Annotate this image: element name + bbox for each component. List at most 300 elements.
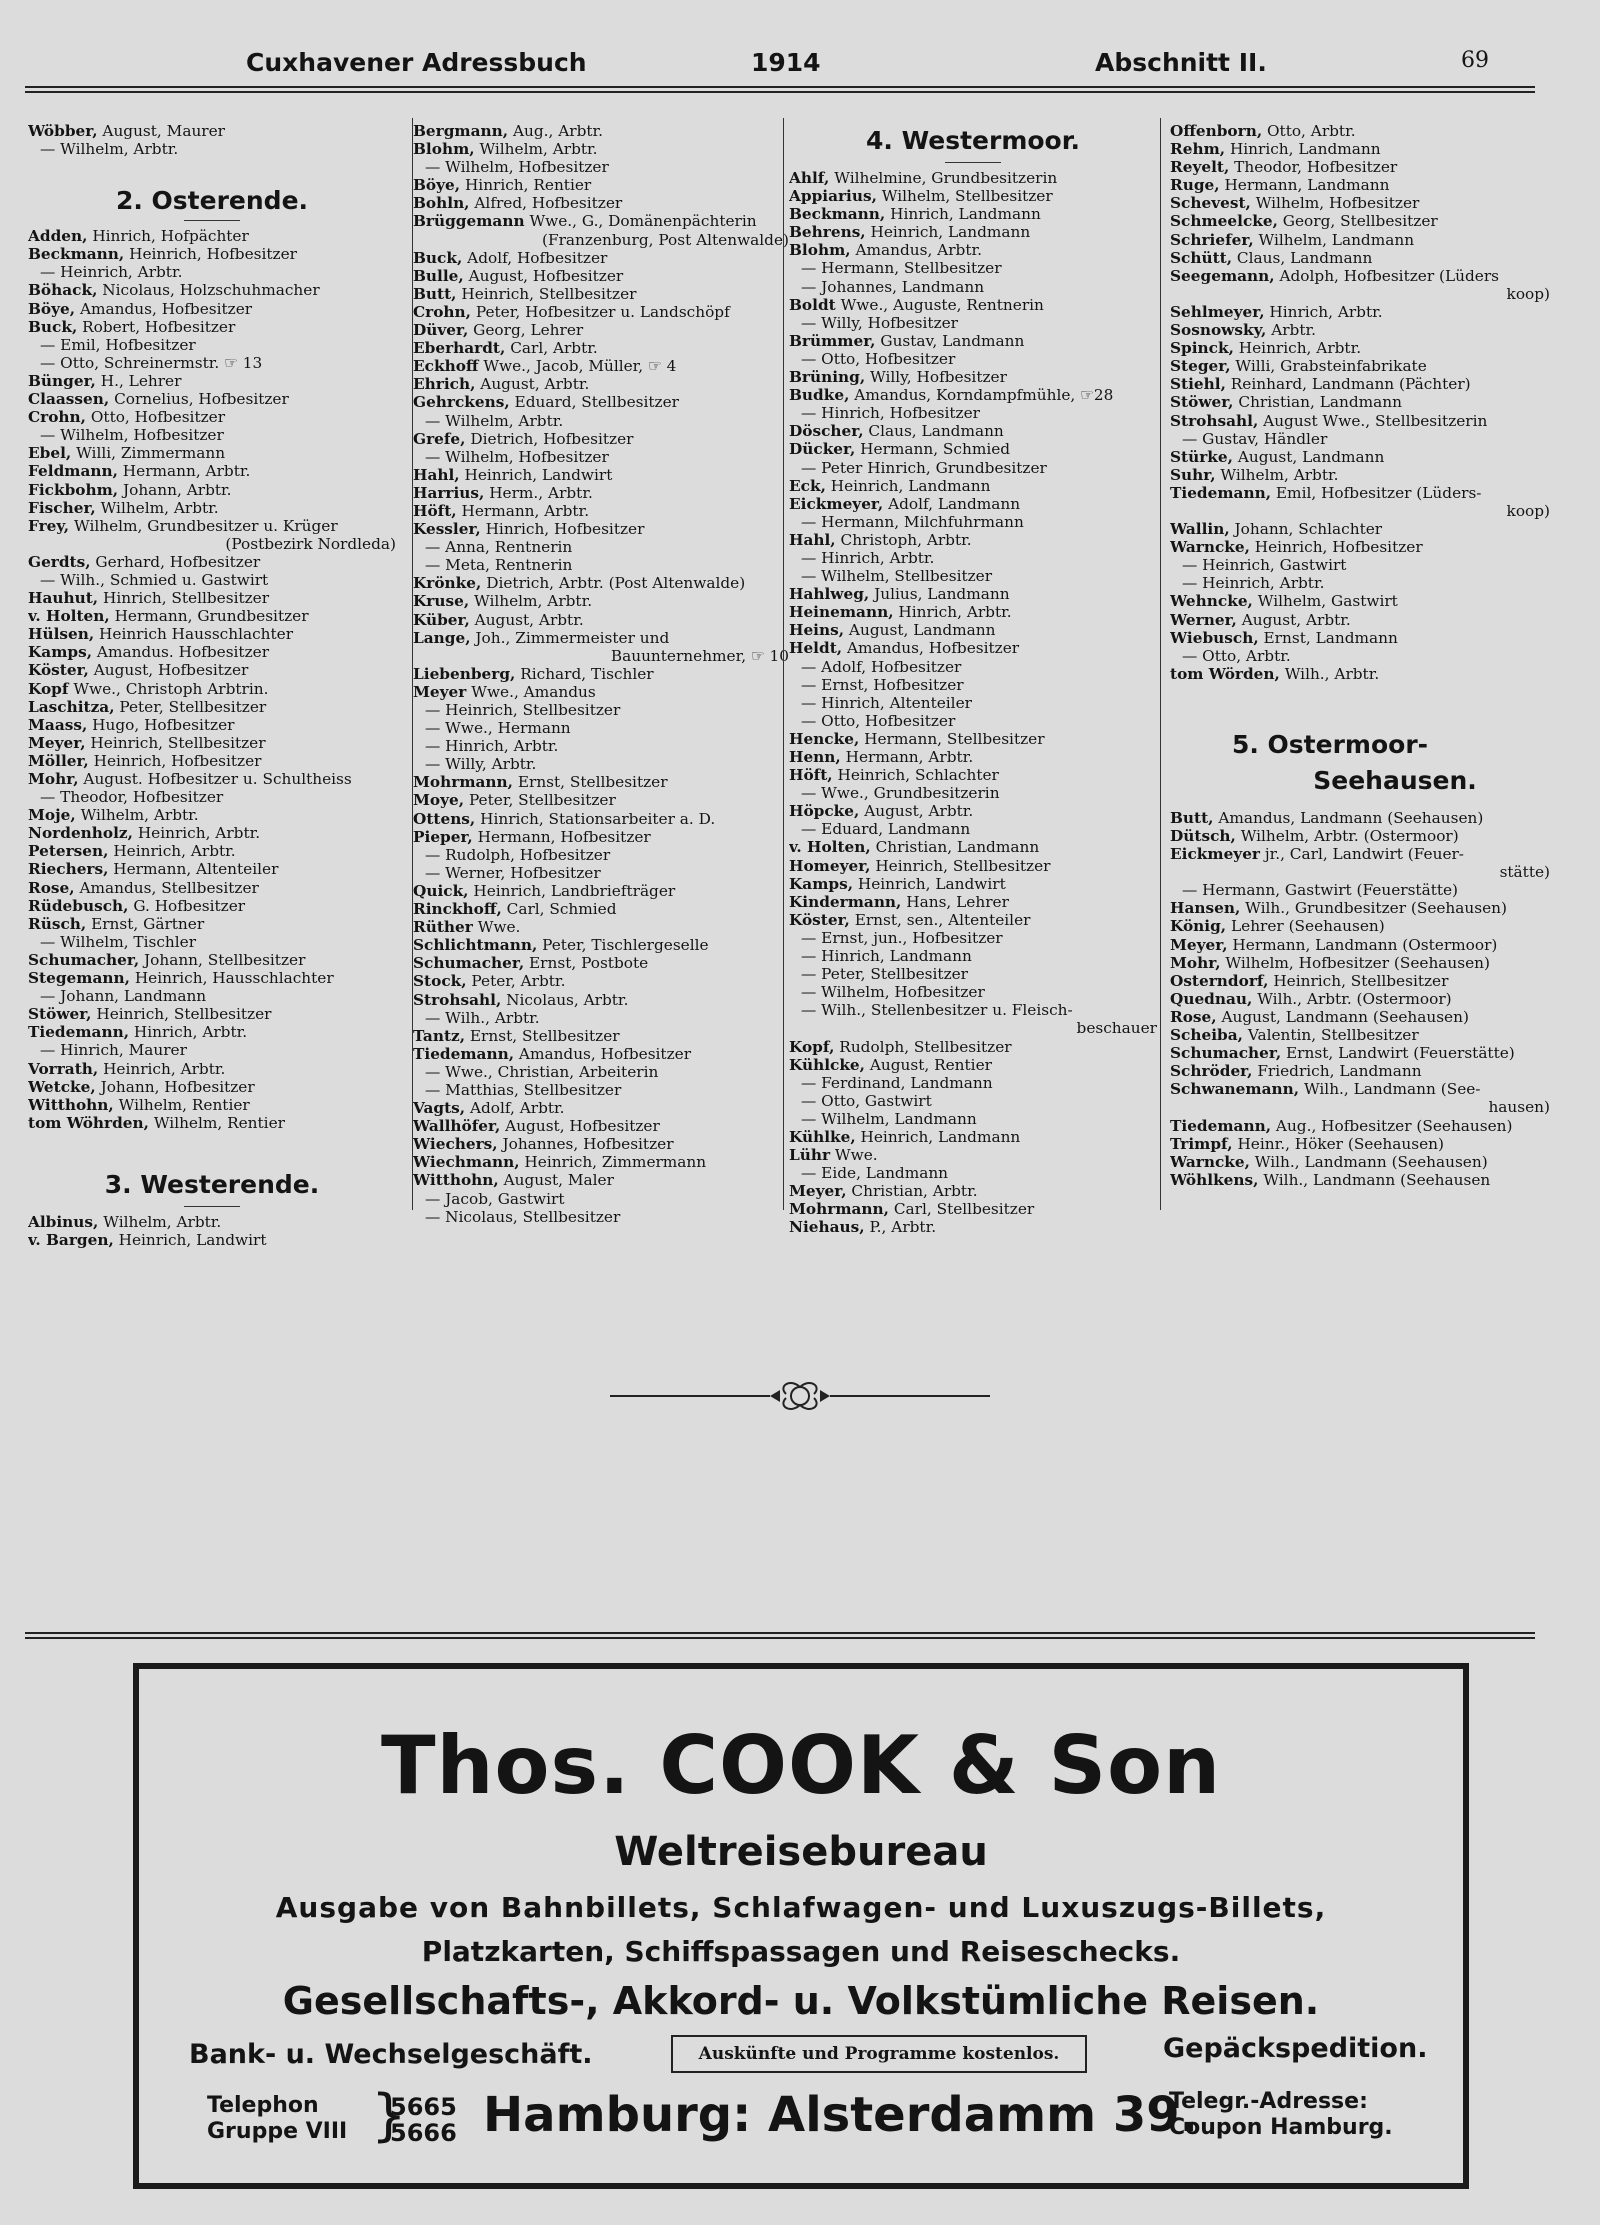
entry-details: August, Arbtr. [859, 802, 974, 821]
entry-details: Wilh., Landmann (See- [1299, 1080, 1481, 1099]
entry-surname: Budke, [789, 386, 850, 405]
entry-details: — Hinrich, Arbtr. [425, 737, 559, 756]
directory-entry [413, 773, 789, 791]
entry-surname: Küber, [413, 610, 470, 629]
entry-surname: Schmeelcke, [1170, 212, 1278, 231]
directory-entry [1170, 592, 1550, 610]
entry-details: — Heinrich, Arbtr. [40, 263, 183, 282]
entry-details: Hinrich, Hofpächter [87, 227, 249, 246]
entry-details: Christoph, Arbtr. [835, 530, 972, 549]
section-heading: 3. Westerende. [104, 1169, 320, 1199]
entry-surname: v. Holten, [789, 838, 871, 857]
column-divider [783, 118, 784, 1210]
entry-details: Otto, Arbtr. [1262, 122, 1356, 140]
directory-entry [413, 502, 789, 520]
entry-surname: Lange, [413, 628, 471, 647]
entry-details: Peter, Hofbesitzer u. Landschöpf [471, 302, 730, 321]
directory-entry [413, 629, 789, 647]
entry-surname: Wiechmann, [413, 1153, 520, 1172]
entry-surname: Eickmeyer, [789, 494, 884, 513]
entry-surname: Rüsch, [28, 914, 87, 933]
entry-details: — Eide, Landmann [801, 1164, 949, 1183]
entry-surname: Rose, [1170, 1007, 1217, 1026]
entry-surname: Schlichtmann, [413, 936, 538, 955]
entry-surname: Albinus, [28, 1212, 99, 1231]
directory-entry [413, 864, 789, 882]
entry-details: Nicolaus, Arbtr. [501, 990, 629, 1009]
entry-surname: Brüning, [789, 368, 866, 387]
entry-details: Hermann, Landmann (Ostermoor) [1227, 935, 1498, 954]
section-heading: 4. Westermoor. [865, 126, 1080, 155]
entry-details: August, Landmann [1232, 447, 1385, 466]
entry-details: — Hinrich, Maurer [40, 1041, 187, 1060]
directory-entry [28, 625, 396, 643]
heading-rule [945, 162, 1001, 163]
entry-details: — Johann, Landmann [40, 987, 207, 1006]
entry-details: Ernst, Landwirt (Feuerstätte) [1281, 1044, 1515, 1063]
entry-surname: v. Holten, [28, 607, 110, 626]
entry-surname: Steger, [1170, 357, 1231, 376]
advertisement-box [133, 1663, 1469, 2189]
directory-entry [413, 538, 789, 556]
entry-details: Wilhelm, Rentier [148, 1113, 285, 1132]
directory-entry [789, 1110, 1157, 1128]
directory-entry [413, 176, 789, 194]
entry-details: Wilhelm, Hofbesitzer (Seehausen) [1220, 953, 1490, 972]
directory-entry [413, 1081, 789, 1099]
entry-details: Heinrich, Hofbesitzer [124, 245, 297, 264]
entry-surname: Fischer, [28, 498, 96, 517]
directory-entry [789, 658, 1157, 676]
directory-entry [413, 412, 789, 430]
column-4 [1170, 122, 1550, 1189]
entry-surname: Claassen, [28, 390, 110, 409]
entry-details: August, Landmann (Seehausen) [1216, 1007, 1469, 1026]
entry-details: — Ferdinand, Landmann [801, 1073, 993, 1092]
entry-surname: Wallhöfer, [413, 1117, 501, 1136]
directory-entry [1170, 556, 1550, 574]
entry-details: — Hinrich, Landmann [801, 947, 972, 966]
directory-entry [1170, 1117, 1550, 1135]
header-rule-top [25, 86, 1535, 88]
entry-surname: Blohm, [789, 241, 851, 260]
entry-details: Hermann, Landmann [1219, 176, 1390, 195]
entry-details: Willy, Hofbesitzer [865, 368, 1007, 387]
entry-surname: Kopf, [789, 1037, 835, 1056]
entry-surname: Möller, [28, 751, 89, 770]
entry-surname: Sehlmeyer, [1170, 302, 1265, 321]
entry-details: Hermann, Arbtr. [840, 748, 974, 766]
entry-details: Wilhelm, Grundbesitzer u. Krüger [69, 516, 338, 535]
ad-baggage: Gepäckspedition. [1163, 2033, 1428, 2064]
entry-details: jr., Carl, Landwirt (Feuer- [1259, 845, 1464, 864]
entry-surname: Schriefer, [1170, 230, 1254, 249]
entry-surname: Schwanemann, [1170, 1080, 1300, 1099]
entry-details: Amandus, Hofbesitzer [514, 1044, 692, 1063]
directory-entry [1170, 393, 1550, 411]
directory-entry [1170, 249, 1550, 267]
entry-details: Hermann, Arbtr. [456, 501, 590, 520]
directory-entry [789, 1038, 1157, 1056]
entry-details: August, Maurer [97, 122, 225, 140]
ad-tel-num-2: 5666 [390, 2119, 457, 2147]
directory-entry [28, 571, 396, 589]
directory-entry [1170, 1008, 1550, 1026]
entry-continuation: koop) [1506, 501, 1550, 520]
entry-details: — Wilh., Stellenbesitzer u. Fleisch- [801, 1001, 1073, 1020]
directory-entry [789, 549, 1157, 567]
entry-surname: Butt, [1170, 808, 1214, 827]
directory-entry [1170, 176, 1550, 194]
entry-surname: Rinckhoff, [413, 900, 502, 919]
directory-entry [413, 194, 789, 212]
entry-surname: Laschitza, [28, 697, 115, 716]
directory-entry [789, 296, 1157, 314]
entry-surname: Witthohn, [28, 1095, 114, 1114]
directory-entry [413, 556, 789, 574]
entry-details: Hinrich, Rentier [460, 176, 592, 195]
entry-surname: Spinck, [1170, 339, 1234, 358]
entry-details: Ernst, Landmann [1258, 628, 1398, 647]
directory-entry [28, 643, 396, 661]
header-section: Abschnitt II. [1095, 48, 1267, 77]
entry-surname: Rose, [28, 878, 75, 897]
directory-entry [789, 368, 1157, 386]
directory-entry [789, 567, 1157, 585]
entry-surname: Strohsahl, [413, 990, 502, 1009]
entry-details: Willi, Grabsteinfabrikate [1230, 357, 1427, 376]
directory-entry [28, 734, 396, 752]
entry-details: Wwe., Auguste, Rentnerin [835, 295, 1044, 314]
entry-surname: Vagts, [413, 1099, 466, 1118]
entry-details: Valentin, Stellbesitzer [1242, 1026, 1419, 1045]
entry-details: Johann, Arbtr. [118, 480, 232, 499]
directory-entry [789, 1146, 1157, 1164]
directory-entry [28, 607, 396, 625]
directory-entry [1170, 899, 1550, 917]
entry-surname: tom Wörden, [1170, 664, 1280, 683]
entry-details: Theodor, Hofbesitzer [1229, 158, 1398, 177]
directory-entry [413, 846, 789, 864]
directory-entry [1170, 412, 1550, 430]
entry-surname: Crohn, [28, 408, 87, 427]
ad-tel-label-1: Telephon [207, 2093, 319, 2118]
entry-details: Ernst, Stellbesitzer [512, 773, 668, 792]
directory-entry [28, 1005, 396, 1023]
entry-details: Wilhelm, Arbtr. [469, 592, 593, 611]
directory-entry [1170, 520, 1550, 538]
entry-details: Peter, Stellbesitzer [464, 791, 616, 810]
entry-details: — Hinrich, Arbtr. [801, 548, 935, 567]
ad-brace: } [371, 2083, 407, 2148]
entry-details: Heinrich, Stellbesitzer [456, 284, 637, 303]
directory-entry [413, 249, 789, 267]
entry-details: — Meta, Rentnerin [425, 556, 573, 575]
entry-surname: Tiedemann, [1170, 483, 1272, 502]
directory-entry [789, 1164, 1157, 1182]
directory-entry [413, 1117, 789, 1135]
entry-details: August, Hofbesitzer [88, 661, 249, 680]
entry-surname: Boldt [789, 295, 836, 314]
directory-entry [413, 1099, 789, 1117]
entry-details: — Johannes, Landmann [801, 277, 985, 296]
entry-surname: tom Wöhrden, [28, 1113, 149, 1132]
entry-details: Hinrich, Stellbesitzer [98, 589, 270, 608]
directory-entry [789, 639, 1157, 657]
entry-details: Hinrich, Arbtr. [893, 603, 1012, 622]
entry-details: Heinr., Höker (Seehausen) [1232, 1134, 1444, 1153]
directory-entry [413, 810, 789, 828]
entry-details: Wilhelm, Arbtr. [98, 1212, 222, 1231]
directory-entry [789, 1200, 1157, 1218]
entry-surname: Tiedemann, [28, 1023, 130, 1042]
directory-entry [28, 553, 396, 571]
directory-entry [28, 300, 396, 318]
entry-surname: Hansen, [1170, 899, 1241, 918]
directory-entry [28, 788, 396, 806]
entry-details: — Wilh., Schmied u. Gastwirt [40, 570, 269, 589]
directory-entry [789, 603, 1157, 621]
directory-entry [789, 1182, 1157, 1200]
entry-details: August, Hofbesitzer [500, 1117, 660, 1136]
directory-entry [1170, 954, 1550, 972]
entry-surname: Gerdts, [28, 552, 91, 571]
directory-entry [413, 936, 789, 954]
directory-entry [28, 1231, 396, 1249]
entry-surname: Schumacher, [413, 954, 525, 973]
directory-entry [1170, 1135, 1550, 1153]
entry-surname: Düver, [413, 321, 469, 340]
entry-details: Ernst, sen., Altenteiler [849, 910, 1031, 929]
entry-surname: Stegemann, [28, 969, 130, 988]
entry-details: Joh., Zimmermeister und [470, 628, 670, 647]
directory-entry [28, 951, 396, 969]
entry-details: Georg, Stellbesitzer [1277, 212, 1438, 231]
entry-details: Amandus, Korndampfmühle, ☞28 [849, 386, 1114, 405]
ad-rule-top [25, 1632, 1535, 1634]
entry-surname: Seegemann, [1170, 266, 1275, 285]
entry-surname: Brüggemann [413, 212, 525, 231]
directory-entry [789, 495, 1157, 513]
entry-details: Heinrich, Landwirt [459, 465, 613, 484]
entry-surname: Döscher, [789, 422, 864, 441]
entry-details: August, Landmann [844, 621, 996, 640]
entry-details: Hermann, Altenteiler [108, 860, 279, 879]
directory-entry [1170, 466, 1550, 484]
entry-details: Wwe., Jacob, Müller, ☞ 4 [478, 357, 677, 376]
heading-rule [184, 220, 240, 221]
entry-details: — Eduard, Landmann [801, 820, 971, 839]
directory-entry [28, 499, 396, 517]
entry-surname: Gehrckens, [413, 393, 510, 412]
entry-surname: Frey, [28, 516, 70, 535]
entry-details: Cornelius, Hofbesitzer [109, 390, 289, 409]
directory-entry [1170, 158, 1550, 176]
entry-details: Heinrich, Stellbesitzer [870, 856, 1051, 875]
entry-details: Heinrich, Landbriefträger [468, 881, 676, 900]
entry-surname: Meyer, [789, 1182, 847, 1201]
directory-entry [28, 1096, 396, 1114]
directory-entry [789, 513, 1157, 531]
entry-surname: Hahl, [789, 530, 836, 549]
entry-surname: Pieper, [413, 827, 473, 846]
directory-entry [1170, 303, 1550, 321]
entry-details: — Peter, Stellbesitzer [801, 965, 968, 984]
entry-details: — Ernst, Hofbesitzer [801, 675, 964, 694]
entry-details: — Wwe., Grundbesitzerin [801, 784, 1000, 803]
directory-entry [789, 223, 1157, 241]
directory-entry [789, 332, 1157, 350]
directory-entry [789, 1056, 1157, 1074]
entry-surname: Meyer, [1170, 935, 1228, 954]
entry-surname: Ahlf, [789, 169, 830, 187]
directory-entry [789, 621, 1157, 639]
directory-entry [789, 1092, 1157, 1110]
ad-tel-num-1: 5665 [390, 2093, 457, 2121]
entry-details: Wilhelm, Arbtr. [474, 140, 598, 159]
ad-title: Thos. COOK & Son [380, 1719, 1222, 1812]
entry-surname: Kühlcke, [789, 1055, 865, 1074]
entry-details: — Adolf, Hofbesitzer [801, 657, 962, 676]
directory-entry [1170, 1080, 1550, 1098]
ad-address: Hamburg: Alsterdamm 39. [483, 2087, 1198, 2143]
entry-continuation: Bauunternehmer, ☞ 10 [610, 646, 789, 665]
directory-entry [789, 169, 1157, 187]
header-rule-bottom [25, 91, 1535, 93]
directory-entry [28, 589, 396, 607]
entry-details: Wilh., Landmann (Seehausen) [1249, 1152, 1488, 1171]
directory-entry [1170, 122, 1550, 140]
entry-surname: Bünger, [28, 371, 96, 390]
entry-details: Nicolaus, Holzschuhmacher [97, 281, 320, 300]
entry-details: Hugo, Hofbesitzer [87, 715, 235, 734]
directory-entry [789, 676, 1157, 694]
directory-entry [28, 969, 396, 987]
entry-surname: Buck, [413, 248, 463, 267]
directory-entry [413, 1063, 789, 1081]
ad-telegr-value: Coupon Hamburg. [1169, 2115, 1393, 2140]
directory-entry [1170, 375, 1550, 393]
entry-surname: Kindermann, [789, 892, 902, 911]
entry-details: — Otto, Hofbesitzer [801, 711, 956, 730]
directory-entry [28, 390, 396, 408]
entry-surname: Dücker, [789, 440, 856, 459]
entry-details: Alfred, Hofbesitzer [469, 194, 623, 213]
directory-entry [413, 574, 789, 592]
entry-details: — Werner, Hofbesitzer [425, 863, 601, 882]
directory-entry [789, 422, 1157, 440]
entry-details: August, Hofbesitzer [463, 266, 624, 285]
directory-entry [789, 820, 1157, 838]
directory-entry [1170, 665, 1550, 683]
entry-continuation: stätte) [1499, 863, 1550, 882]
directory-entry [789, 748, 1157, 766]
entry-surname: Stürke, [1170, 447, 1233, 466]
entry-surname: Feldmann, [28, 462, 118, 481]
directory-entry [28, 227, 396, 245]
entry-surname: Brümmer, [789, 331, 876, 350]
entry-details: Wilh., Arbtr. [1279, 664, 1380, 683]
directory-entry [413, 1135, 789, 1153]
directory-entry [28, 661, 396, 679]
directory-entry [413, 466, 789, 484]
entry-surname: Bohln, [413, 194, 470, 213]
directory-entry [1170, 647, 1550, 665]
entry-details: Wwe., Amandus [466, 682, 596, 701]
entry-surname: Böhack, [28, 281, 98, 300]
entry-details: Hinrich, Landmann [1225, 140, 1381, 159]
directory-entry [413, 791, 789, 809]
entry-details: Hermann, Arbtr. [117, 462, 251, 481]
ad-telegr-label: Telegr.-Adresse: [1169, 2089, 1368, 2114]
entry-details: Willi, Zimmermann [71, 444, 226, 463]
entry-details: — Wilhelm, Hofbesitzer [425, 158, 609, 177]
entry-details: — Heinrich, Arbtr. [1182, 574, 1325, 593]
entry-details: G. Hofbesitzer [128, 896, 246, 915]
directory-entry [28, 933, 396, 951]
directory-entry [28, 354, 396, 372]
directory-entry [789, 929, 1157, 947]
entry-details: Heinrich, Landwirt [113, 1230, 267, 1249]
entry-details: — Wilh., Arbtr. [425, 1008, 540, 1027]
directory-entry [28, 372, 396, 390]
directory-entry [789, 531, 1157, 549]
entry-surname: Heins, [789, 621, 845, 640]
entry-details: — Otto, Schreinermstr. ☞ 13 [40, 353, 263, 372]
entry-surname: Niehaus, [789, 1218, 865, 1237]
ornament-divider [600, 1376, 1000, 1416]
entry-details: Lehrer (Seehausen) [1226, 917, 1385, 936]
entry-details: Dietrich, Arbtr. (Post Altenwalde) [481, 574, 746, 593]
entry-details: Hinrich, Arbtr. [129, 1023, 248, 1042]
directory-entry [413, 1045, 789, 1063]
directory-entry [28, 806, 396, 824]
entry-surname: Butt, [413, 284, 457, 303]
entry-continuation: koop) [1506, 284, 1550, 303]
entry-surname: Eickmeyer [1170, 845, 1260, 864]
directory-entry [28, 462, 396, 480]
entry-surname: v. Bargen, [28, 1230, 114, 1249]
entry-details: Amandus, Hofbesitzer [75, 299, 253, 318]
entry-surname: Hencke, [789, 729, 860, 748]
directory-entry [1170, 430, 1550, 448]
column-2 [413, 122, 789, 1226]
entry-details: Adolf, Arbtr. [465, 1099, 565, 1118]
entry-details: Wilhelm, Landmann [1253, 230, 1415, 249]
directory-entry [789, 784, 1157, 802]
entry-surname: Schumacher, [1170, 1044, 1282, 1063]
directory-entry [789, 802, 1157, 820]
entry-details: — Wwe., Christian, Arbeiterin [425, 1062, 659, 1081]
entry-details: — Wilhelm, Hofbesitzer [425, 447, 609, 466]
entry-surname: Reyelt, [1170, 158, 1230, 177]
entry-surname: Krönke, [413, 574, 482, 593]
entry-details: Christian, Landmann [870, 838, 1040, 857]
entry-details: Wilh., Arbtr. (Ostermoor) [1252, 989, 1452, 1008]
entry-details: August, Rentier [864, 1055, 992, 1074]
entry-details: — Wilhelm, Hofbesitzer [40, 426, 224, 445]
entry-details: Wwe., Christoph Arbtrin. [68, 679, 269, 698]
entry-details: Hermann, Grundbesitzer [109, 607, 309, 626]
directory-entry [789, 477, 1157, 495]
entry-surname: Maass, [28, 715, 88, 734]
entry-details: August, Arbtr. [475, 375, 590, 394]
entry-surname: Höpcke, [789, 802, 860, 821]
entry-details: Hinrich, Hofbesitzer [480, 520, 645, 539]
directory-entry [789, 585, 1157, 603]
directory-entry [413, 393, 789, 411]
ad-bank: Bank- u. Wechselgeschäft. [189, 2039, 593, 2070]
